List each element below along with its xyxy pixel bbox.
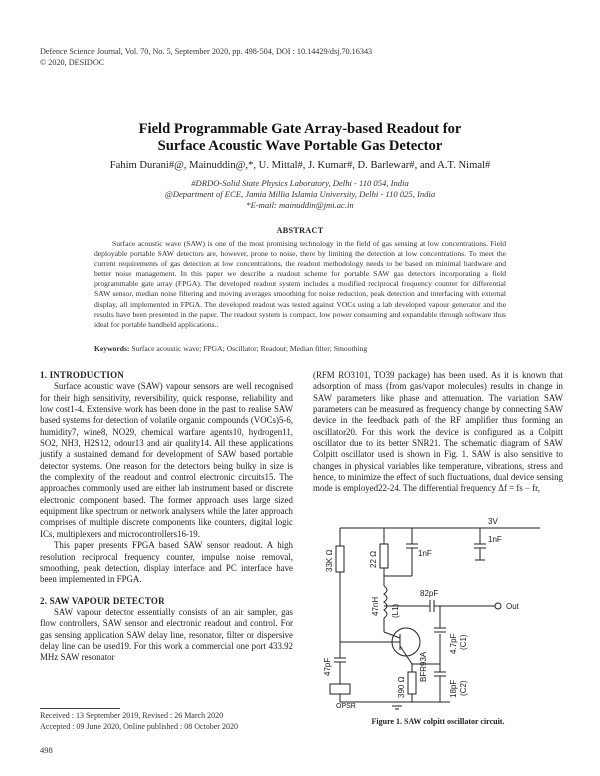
journal-citation: Defence Science Journal, Vol. 70, No. 5, September 2020, pp. 498-504, DOI : 10.14429/dsj.70.16343	[40, 47, 373, 56]
label-c6: 18pF	[449, 679, 458, 698]
resistor-r2	[380, 544, 388, 568]
intro-paragraph-2: This paper presents FPGA based SAW sensor readout. A high resolution reciprocal frequency counter, impulse noise removal, smoothing, peak detection, display interface and PC interface have been implemented in FPGA.	[40, 540, 293, 585]
corresponding-email: *E-mail: mainuddin@jmi.ac.in	[246, 200, 354, 210]
keywords	[94, 344, 506, 353]
label-out: Out	[506, 602, 519, 611]
label-saw: OPSR	[336, 703, 356, 710]
figure-caption: Figure 1. SAW colpitt oscillator circuit.	[371, 717, 505, 726]
saw-resonator	[330, 684, 350, 694]
label-c2: 1nF	[488, 535, 502, 544]
title-line-2: Surface Acoustic Wave Portable Gas Detector	[157, 138, 443, 154]
label-r2: 22 Ω	[369, 550, 378, 568]
inductor-l1	[384, 586, 387, 618]
page-number: 498	[40, 745, 53, 755]
label-r1: 33K Ω	[325, 549, 334, 572]
footer-rule	[40, 708, 120, 709]
affiliations	[0, 178, 600, 211]
keywords-label: Keywords:	[94, 344, 130, 353]
abstract-text: Surface acoustic wave (SAW) is one of the most promising technology in the field of gas sensing at low concentrations. Field deployable portable SAW detectors are, however, prone to noise, there by limiting the detection at low concentrations. To meet the current requirements of gas detection at low concentrations, the readout methodology needs to be based on minimal hardware and better noise management. In this paper we describe a readout scheme for portable SAW gas detectors incorporating a field programmable gate array (FPGA). The developed readout system includes a modified reciprocal frequency counter for differential SAW sensor, median noise filtering and moving averages smoothing for noise reduction, peak detection and interfacing with external display, all implemented in FPGA. The developed readout was tested against VOCs using a lab developed vapour generator and the results have been presented in the paper. The readout system is compact, low power consuming and expandable through software thus ideal for portable handheld applications..	[94, 239, 506, 329]
label-c5: 4.7pF	[449, 633, 458, 654]
journal-header	[40, 46, 372, 68]
accepted-line: Accepted : 09 June 2020, Online published : 08 October 2020	[40, 721, 238, 731]
affiliation-1: #DRDO-Solid State Physics Laboratory, Delhi - 110 054, India	[191, 178, 409, 188]
saw-heading: 2. SAW VAPOUR DETECTOR	[40, 595, 165, 606]
keywords-text: Surface acoustic wave; FPGA; Oscillator; Readout; Median filter; Smoothing	[131, 344, 368, 353]
label-vcc: 3V	[488, 517, 498, 526]
received-dates	[40, 711, 238, 732]
affiliation-2: @Department of ECE, Jamia Millia Islamia University, Delhi - 110 025, India	[164, 189, 436, 199]
saw-paragraph-1: SAW vapour detector essentially consists of an air sampler, gas flow controllers, SAW sensor and electronic readout and control. For gas sensing application SAW delay line, resonator, filter or dispersive delay line can be used19. For this work a commercial one port 433.92 MHz SAW resonator	[40, 606, 293, 663]
label-c5-ref: (C1)	[459, 634, 468, 650]
copyright: © 2020, DESIDOC	[40, 58, 105, 67]
title-line-1: Field Programmable Gate Array-based Readout for	[138, 121, 462, 137]
label-c1: 1nF	[418, 549, 432, 558]
resistor-r3	[408, 672, 416, 694]
label-c4: 47pF	[323, 657, 332, 676]
colpitt-oscillator-schematic	[320, 514, 560, 710]
label-transistor: BFR93A	[419, 651, 428, 682]
received-line: Received : 13 September 2019, Revised : 26 March 2020	[40, 711, 224, 720]
label-r3: 390 Ω	[397, 676, 406, 698]
col2-paragraph-1: (RFM RO3101, TO39 package) has been used. As it is known that adsorption of mass (from gas/vapor molecules) results in change in SAW parameters like phase and attenuation. The variation SAW parameters can be measured as frequency change by connecting SAW device in the feedback path of the RF amplifier thus forming an oscillator20. For this work the device is configured as a Colpitt oscillator due to its better SNR21. The schematic diagram of SAW Colpitt oscillator used is shown in Fig. 1. SAW is also sensitive to changes in physical variables like temperature, vibrations, stress and hence, to minimize the effect of such fluctuations, dual device sensing mode is employed22-24. The differential frequency Δf = fs − fr,	[313, 370, 563, 494]
author-list: Fahim Durani#@, Mainuddin@,*, U. Mittal#, J. Kumar#, D. Barlewar#, and A.T. Nimal#	[109, 160, 491, 171]
paper-title	[0, 121, 600, 155]
abstract-heading: ABSTRACT	[276, 226, 324, 235]
left-column	[40, 370, 293, 664]
resistor-r1	[336, 546, 344, 572]
label-l1: 47nH	[371, 596, 380, 616]
label-c6-ref: (C2)	[459, 680, 468, 696]
abstract-body	[94, 239, 506, 330]
intro-paragraph-1: Surface acoustic wave (SAW) vapour sensors are well recognised for their high sensitivity, reversibility, quick response, reliability and low cost1-4. Extensive work has been done in the past to realise SAW based systems for detection of volatile organic compounds (VOCs)5-6, humidity7, wine8, NO29, chemical warfare agents10, hydrogen11, SO2, NH3, H2S12, odour13 and air quality14. All these applications justify a sustained demand for development of SAW based portable detector systems. One reason for the detectors being bulky in size is the complexity of the readout and control electronic circuits15. The approaches commonly used are either lab instrument based or discrete electronic component based. The former approach uses large sized equipment like spectrum or network analysers while the later approach comprises of multiple discrete components like counters, digital logic ICs, multiplexers and microcontrollers16-19.	[40, 381, 293, 539]
label-l1-ref: (L1)	[391, 603, 400, 618]
output-terminal	[495, 603, 501, 609]
right-column	[313, 370, 563, 495]
intro-heading: 1. INTRODUCTION	[40, 370, 125, 380]
label-c3: 82pF	[420, 589, 439, 598]
